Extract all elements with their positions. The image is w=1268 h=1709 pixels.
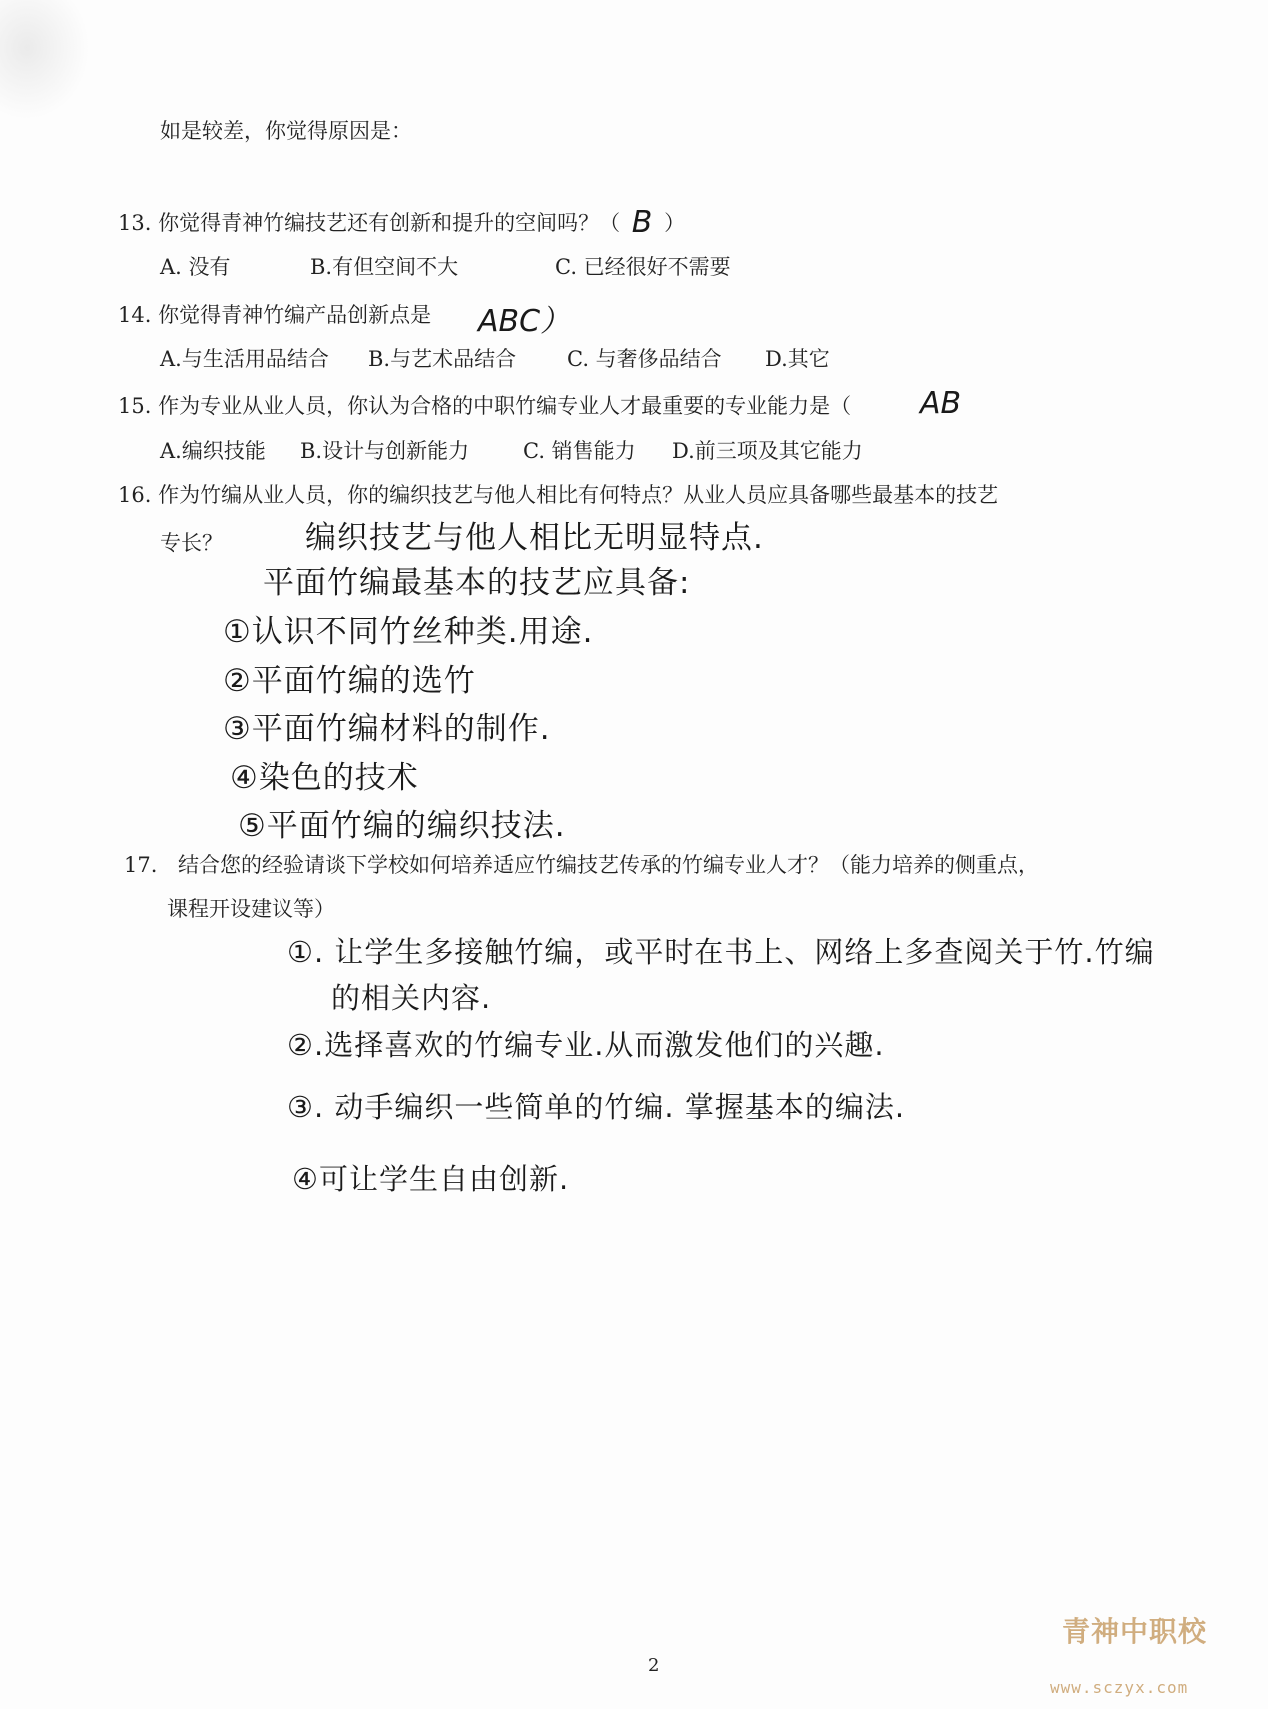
q17-handwritten-item4: ④可让学生自由创新.: [292, 1162, 570, 1196]
q14-option-a: A.与生活用品结合: [160, 347, 329, 371]
q13-question-text: 13. 你觉得青神竹编技艺还有创新和提升的空间吗？（: [118, 211, 621, 235]
q13-close-paren: ）: [664, 211, 686, 235]
q16-handwritten-item1: ①认识不同竹丝种类.用途.: [223, 614, 594, 650]
q17-number: 17.: [124, 853, 158, 877]
q17-question-line2: 课程开设建议等）: [167, 897, 335, 921]
watermark-url: www.sczyx.com: [1050, 1678, 1189, 1697]
watermark-site-name: 青神中职校: [1062, 1615, 1208, 1648]
q14-question: 14. 你觉得青神竹编产品创新点是: [118, 303, 432, 327]
q14-handwritten-answer: ABC）: [478, 304, 571, 339]
q16-question-line2: 专长？: [160, 531, 223, 555]
q13-option-a: A. 没有: [160, 255, 231, 279]
q15-handwritten-answer: AB: [920, 386, 962, 421]
q14-option-c: C. 与奢侈品结合: [567, 347, 722, 371]
q14-option-d: D.其它: [765, 347, 830, 371]
q13-question: [118, 205, 686, 240]
q15-option-d: D.前三项及其它能力: [672, 439, 863, 463]
q16-handwritten-item4: ④染色的技术: [230, 760, 419, 796]
q16-handwritten-line2: 平面竹编最基本的技艺应具备:: [263, 565, 691, 601]
q16-handwritten-item3: ③平面竹编材料的制作.: [223, 711, 551, 747]
page-number: 2: [648, 1655, 660, 1676]
q15-option-a: A.编织技能: [160, 439, 266, 463]
q16-question-line1: 16. 作为竹编从业人员，你的编织技艺与他人相比有何特点？从业人员应具备哪些最基本的技艺: [118, 483, 999, 507]
q17-handwritten-item2: ②.选择喜欢的竹编专业.从而激发他们的兴趣.: [287, 1028, 885, 1062]
q15-question: 15. 作为专业从业人员，你认为合格的中职竹编专业人才最重要的专业能力是（: [118, 394, 852, 418]
q15-option-c: C. 销售能力: [523, 439, 636, 463]
intro-line: 如是较差，你觉得原因是：: [160, 119, 412, 143]
q13-handwritten-answer: B: [631, 205, 653, 240]
q15-option-b: B.设计与创新能力: [300, 439, 470, 463]
q17-handwritten-item3: ③. 动手编织一些简单的竹编. 掌握基本的编法.: [287, 1090, 906, 1124]
q13-option-b: B.有但空间不大: [310, 255, 459, 279]
q17-question-line1: 结合您的经验请谈下学校如何培养适应竹编技艺传承的竹编专业人才？（能力培养的侧重点，: [178, 853, 1039, 877]
q13-option-c: C. 已经很好不需要: [555, 255, 731, 279]
q14-option-b: B.与艺术品结合: [368, 347, 517, 371]
q16-handwritten-line1: 编织技艺与他人相比无明显特点.: [305, 520, 764, 556]
q16-handwritten-item2: ②平面竹编的选竹: [223, 663, 476, 699]
q17-handwritten-item1a: ①. 让学生多接触竹编，或平时在书上、网络上多查阅关于竹.竹编: [287, 935, 1155, 969]
q16-handwritten-item5: ⑤平面竹编的编织技法.: [238, 808, 566, 844]
scan-edge-shadow: [0, 0, 90, 120]
q17-handwritten-item1b: 的相关内容.: [331, 981, 492, 1015]
